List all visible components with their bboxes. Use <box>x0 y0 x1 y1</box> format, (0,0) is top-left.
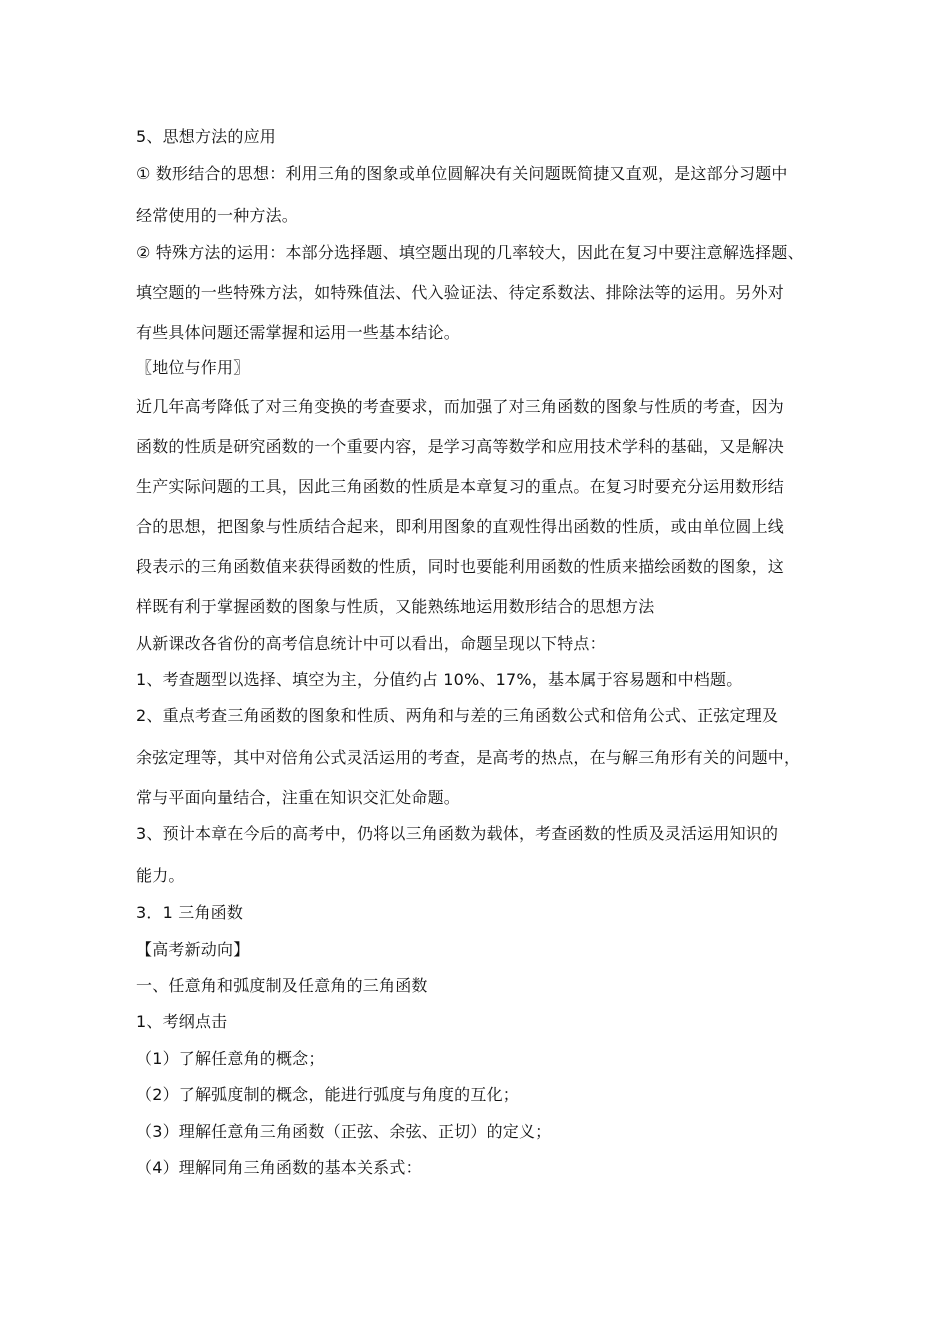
list-item: （3）理解任意角三角函数（正弦、余弦、正切）的定义； <box>136 1122 552 1141</box>
text-line: 有些具体问题还需掌握和运用一些基本结论。 <box>136 323 461 342</box>
text-line: 2、重点考查三角函数的图象和性质、两角和与差的三角函数公式和倍角公式、正弦定理及 <box>136 706 779 725</box>
text-line: 1、考查题型以选择、填空为主，分值约占 10%、17%，基本属于容易题和中档题。 <box>136 670 743 689</box>
text-line: 填空题的一些特殊方法，如特殊值法、代入验证法、待定系数法、排除法等的运用。另外对 <box>136 283 785 302</box>
text-line: 从新课改各省份的高考信息统计中可以看出，命题呈现以下特点： <box>136 634 606 653</box>
text-line: 生产实际问题的工具，因此三角函数的性质是本章复习的重点。在复习时要充分运用数形结 <box>136 477 785 496</box>
section-heading: 3．1 三角函数 <box>136 903 244 922</box>
text-line: 5、思想方法的应用 <box>136 127 276 146</box>
text-line: 常与平面向量结合，注重在知识交汇处命题。 <box>136 788 461 807</box>
text-line: ② 特殊方法的运用：本部分选择题、填空题出现的几率较大，因此在复习中要注意解选择题、 <box>136 243 804 262</box>
list-item: （4）理解同角三角函数的基本关系式： <box>136 1158 422 1177</box>
list-item: （1）了解任意角的概念； <box>136 1049 325 1068</box>
text-line: 近几年高考降低了对三角变换的考查要求，而加强了对三角函数的图象与性质的考查，因为 <box>136 397 785 416</box>
text-line: 函数的性质是研究函数的一个重要内容，是学习高等数学和应用技术学科的基础，又是解决 <box>136 437 785 456</box>
section-heading: 一、任意角和弧度制及任意角的三角函数 <box>136 976 428 995</box>
text-line: 3、预计本章在今后的高考中，仍将以三角函数为载体，考查函数的性质及灵活运用知识的 <box>136 824 779 843</box>
text-line: 合的思想，把图象与性质结合起来，即利用图象的直观性得出函数的性质，或由单位圆上线 <box>136 517 785 536</box>
section-heading: 【高考新动向】 <box>136 940 250 959</box>
section-heading: 〖地位与作用〗 <box>136 358 250 377</box>
text-line: 余弦定理等，其中对倍角公式灵活运用的考查，是高考的热点，在与解三角形有关的问题中， <box>136 748 801 767</box>
text-line: 样既有利于掌握函数的图象与性质，又能熟练地运用数形结合的思想方法 <box>136 597 655 616</box>
section-heading: 1、考纲点击 <box>136 1012 228 1031</box>
list-item: （2）了解弧度制的概念，能进行弧度与角度的互化； <box>136 1085 519 1104</box>
text-line: 能力。 <box>136 866 185 885</box>
text-line: 段表示的三角函数值来获得函数的性质，同时也要能利用函数的性质来描绘函数的图象，这 <box>136 557 785 576</box>
text-line: ① 数形结合的思想：利用三角的图象或单位圆解决有关问题既简捷又直观，是这部分习题中 <box>136 164 788 183</box>
text-line: 经常使用的一种方法。 <box>136 206 299 225</box>
